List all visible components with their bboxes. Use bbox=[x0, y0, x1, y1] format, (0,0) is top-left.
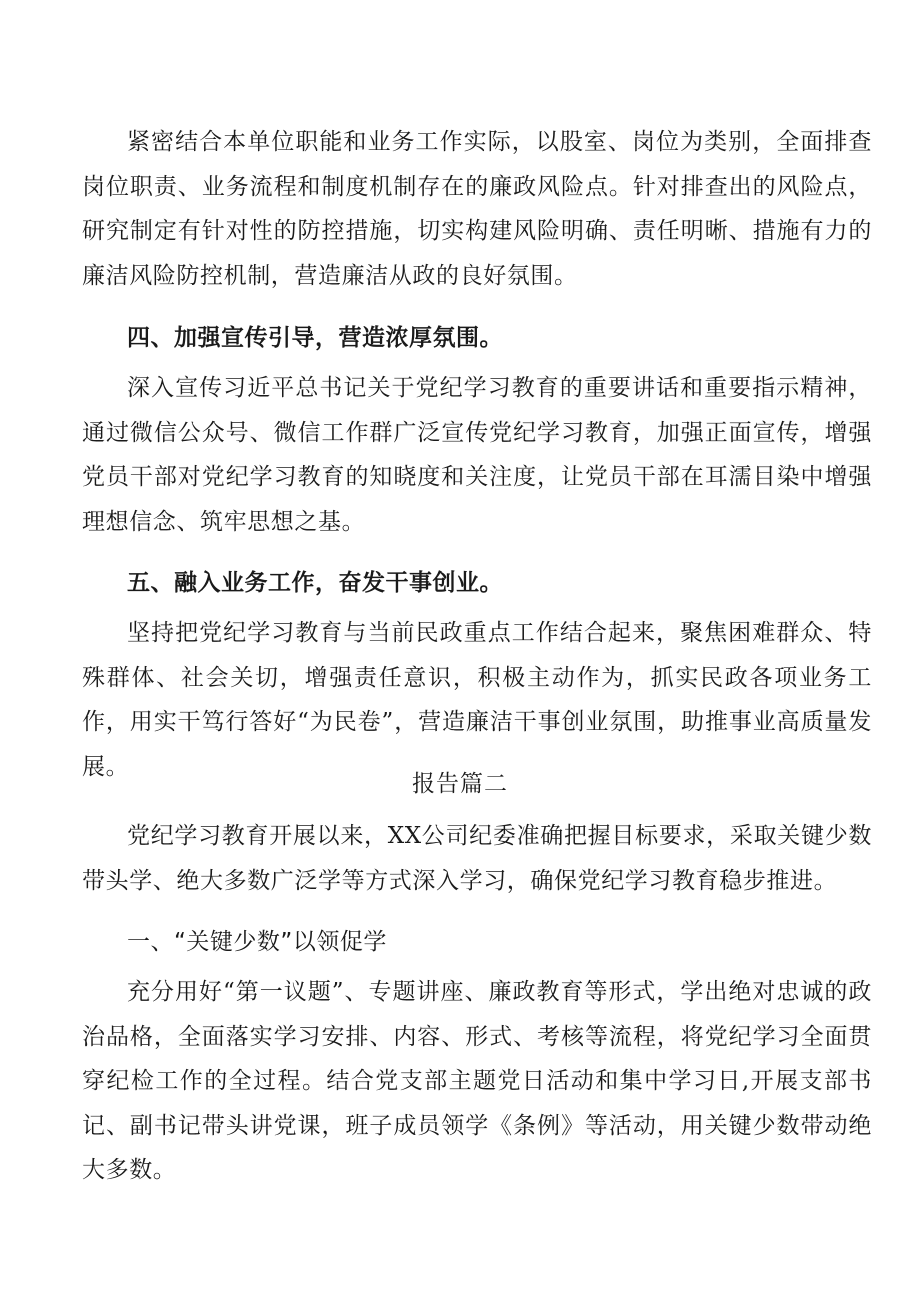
paragraph-business-work: 坚持把党纪学习教育与当前民政重点工作结合起来，聚焦困难群众、特殊群体、社会关切，增强责任意识，积极主动作为，抓实民政各项业务工作，用实干笃行答好“为民卷”，营造廉洁干事创业氛围，助推事业高质量发展。 bbox=[82, 620, 872, 780]
paragraph-key-minority: 充分用好“第一议题”、专题讲座、廉政教育等形式，学出绝对忠诚的政治品格，全面落实学习安排、内容、形式、考核等流程，将党纪学习全面贯穿纪检工作的全过程。结合党支部主题党日活动和集中学习日,开展支部书记、副书记带头讲党课，班子成员领学《条例》等活动，用关键少数带动绝大多数。 bbox=[82, 979, 872, 1183]
section-title: 报告篇二 bbox=[412, 771, 508, 797]
heading-business-work: 五、融入业务工作，奋发干事创业。 bbox=[127, 570, 503, 596]
heading-publicity: 四、加强宣传引导，营造浓厚氛围。 bbox=[127, 325, 503, 351]
paragraph-report-intro: 党纪学习教育开展以来，XX公司纪委准确把握目标要求，采取关键少数带头学、绝大多数广泛学等方式深入学习，确保党纪学习教育稳步推进。 bbox=[82, 823, 872, 894]
paragraph-risk-control: 紧密结合本单位职能和业务工作实际，以股室、岗位为类别，全面排查岗位职责、业务流程和制度机制存在的廉政风险点。针对排查出的风险点，研究制定有针对性的防控措施，切实构建风险明确、责任明晰、措施有力的廉洁风险防控机制，营造廉洁从政的良好氛围。 bbox=[82, 129, 872, 289]
heading-key-minority: 一、“关键少数”以领促学 bbox=[127, 929, 387, 955]
paragraph-publicity: 深入宣传习近平总书记关于党纪学习教育的重要讲话和重要指示精神，通过微信公众号、微信工作群广泛宣传党纪学习教育，加强正面宣传，增强党员干部对党纪学习教育的知晓度和关注度，让党员干部在耳濡目染中增强理想信念、筑牢思想之基。 bbox=[82, 375, 872, 535]
